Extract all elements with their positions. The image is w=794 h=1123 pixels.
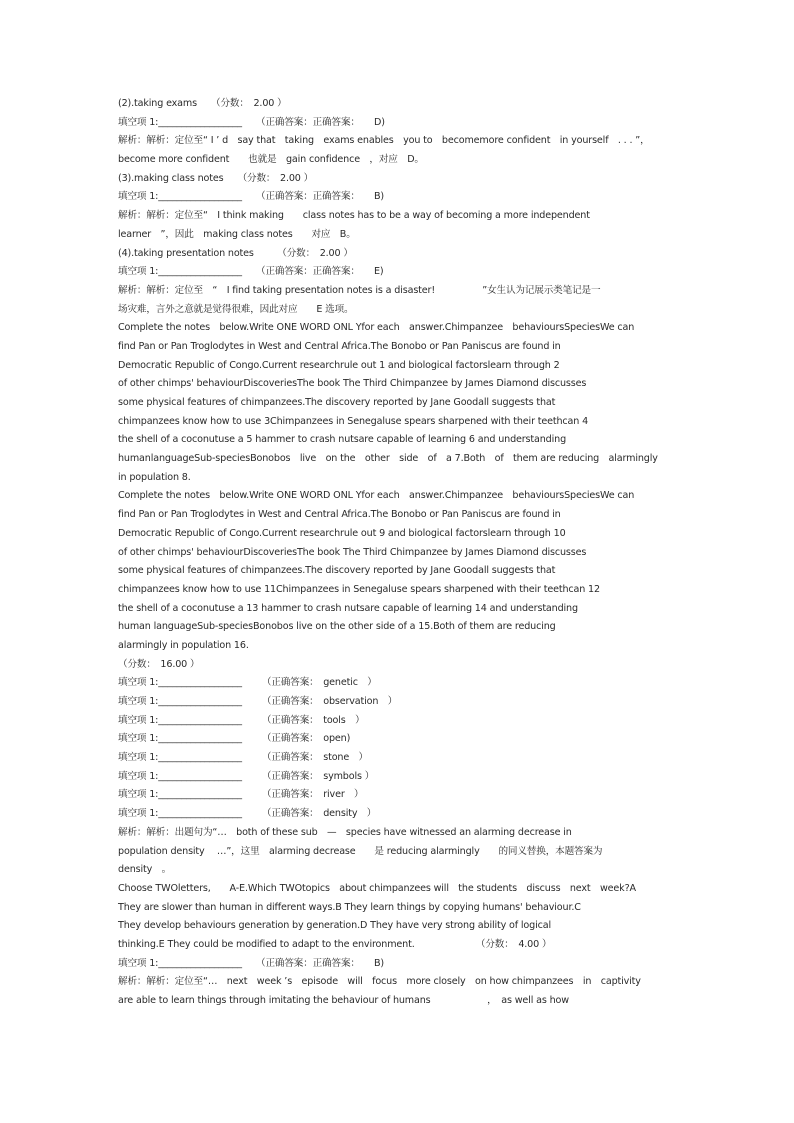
explanation-line: population density …”，这里 alarming decrease 是 reducing alarmingly 的同义替换，本题答案为: [118, 845, 603, 857]
text-line: Democratic Republic of Congo.Current researchrule out 9 and biological factorslearn through 10: [118, 527, 566, 539]
text-line: (2).taking exams （分数： 2.00 ）: [118, 98, 287, 109]
text-line: the shell of a coconutuse a 13 hammer to crash nutsare capable of learning 14 and understanding: [118, 602, 578, 614]
blank-field[interactable]: 填空项 1:__________________: [118, 770, 242, 782]
answer-row: [118, 768, 688, 787]
answer-row: [118, 693, 688, 712]
answer-line: 填空项 1:__________________ （正确答案：正确答案： B): [118, 957, 384, 969]
blank-field[interactable]: 填空项 1:__________________: [118, 714, 242, 726]
correct-answer: （正确答案： tools ）: [261, 714, 365, 726]
text-line: of other chimps' behaviourDiscoveriesThe book The Third Chimpanzee by James Diamond discusses: [118, 378, 587, 390]
blank-field[interactable]: 填空项 1:__________________: [118, 808, 242, 820]
text-line: chimpanzees know how to use 11Chimpanzees in Senegaluse spears sharpened with their teethcan 12: [118, 583, 600, 595]
correct-answer: （正确答案： density ）: [261, 808, 377, 820]
question-line: thinking.E They could be modified to adapt to the environment. （分数： 4.00 ）: [118, 938, 552, 950]
text-line: Complete the notes below.Write ONE WORD ONL Yfor each answer.Chimpanzee behavioursSpeciesWe can: [118, 322, 635, 334]
question-line: (4).taking presentation notes （分数： 2.00 ）: [118, 247, 353, 259]
explanation-line: learner ”，因此 making class notes 对应 B。: [118, 228, 356, 240]
correct-answer: （正确答案： stone ）: [261, 752, 368, 764]
correct-answer: （正确答案： open): [261, 733, 351, 745]
explanation-line: 解析：解析：定位至 “ I find taking presentation notes is a disaster! ”女生认为记展示类笔记是一: [118, 284, 601, 296]
text-line: in population 8.: [118, 471, 191, 483]
notes-block-2: [118, 487, 688, 674]
answer-list: [118, 674, 688, 824]
answer-line: 填空项 1:__________________ （正确答案：正确答案： E): [118, 266, 384, 278]
answer-row: [118, 749, 688, 768]
answer-row: [118, 712, 688, 731]
document-page: [118, 95, 688, 1011]
question-line: They develop behaviours generation by generation.D They have very strong ability of logical: [118, 920, 551, 932]
blank-field[interactable]: 填空项 1:__________________: [118, 677, 242, 689]
text-line: Complete the notes below.Write ONE WORD ONL Yfor each answer.Chimpanzee behavioursSpeciesWe can: [118, 490, 635, 502]
intro-block: [118, 95, 688, 319]
answer-row: [118, 786, 688, 805]
blank-field[interactable]: 填空项 1:__________________: [118, 752, 242, 764]
explanation-line: 场灾难，言外之意就是觉得很难，因此对应 E 选项。: [118, 303, 354, 315]
explanation-line: are able to learn things through imitating the behaviour of humans ， as well as how: [118, 995, 569, 1006]
explanation-line: 解析：解析：定位至“… next week ’s episode will focus more closely on how chimpanzees in captivity: [118, 976, 641, 988]
answer-row: [118, 805, 688, 824]
explanation-line: 解析：解析：定位至“ I ’ d say that taking exams enables you to becomemore confident in yourself . . . ”，: [118, 135, 650, 147]
answer-line: 填空项 1:__________________ （正确答案：正确答案： B): [118, 191, 384, 203]
text-line: some physical features of chimpanzees.The discovery reported by Jane Goodall suggests that: [118, 397, 556, 408]
answer-row: [118, 674, 688, 693]
text-line: the shell of a coconutuse a 5 hammer to crash nutsare capable of learning 6 and understanding: [118, 434, 567, 446]
question-line: They are slower than human in different ways.B They learn things by copying humans' behaviour.C: [118, 901, 581, 913]
correct-answer: （正确答案： river ）: [261, 789, 364, 801]
score-line: （分数： 16.00 ）: [118, 658, 200, 670]
text-line: find Pan or Pan Troglodytes in West and Central Africa.The Bonobo or Pan Paniscus are found in: [118, 340, 561, 352]
explanation-line: density 。: [118, 864, 172, 876]
text-line: human languageSub-speciesBonobos live on the other side of a 15.Both of them are reducing: [118, 621, 556, 633]
correct-answer: （正确答案： genetic ）: [261, 677, 377, 689]
answer-row: [118, 730, 688, 749]
question-line: (3).making class notes （分数： 2.00 ）: [118, 172, 314, 184]
text-line: of other chimps' behaviourDiscoveriesThe book The Third Chimpanzee by James Diamond discusses: [118, 546, 587, 558]
correct-answer: （正确答案： symbols ）: [261, 770, 375, 782]
explanation-line: become more confident 也就是 gain confidence ，对应 D。: [118, 154, 424, 166]
text-line: alarmingly in population 16.: [118, 639, 249, 651]
explanation-line: 解析：解析：出题句为“… both of these sub — species have witnessed an alarming decrease in: [118, 826, 572, 838]
blank-field[interactable]: 填空项 1:__________________: [118, 789, 242, 801]
text-line: some physical features of chimpanzees.The discovery reported by Jane Goodall suggests that: [118, 565, 556, 577]
text-line: humanlanguageSub-speciesBonobos live on the other side of a 7.Both of them are reducing alarmingly: [118, 453, 658, 465]
question-line: Choose TWOletters, A-E.Which TWOtopics about chimpanzees will the students discuss next week?A: [118, 882, 636, 894]
text-line: Democratic Republic of Congo.Current researchrule out 1 and biological factorslearn through 2: [118, 359, 560, 371]
blank-field[interactable]: 填空项 1:__________________: [118, 696, 242, 707]
tail-block: [118, 824, 688, 1011]
text-line: find Pan or Pan Troglodytes in West and Central Africa.The Bonobo or Pan Paniscus are found in: [118, 509, 561, 521]
text-line: chimpanzees know how to use 3Chimpanzees in Senegaluse spears sharpened with their teethcan 4: [118, 415, 589, 427]
notes-block-1: [118, 319, 688, 487]
answer-line: 填空项 1:__________________ （正确答案：正确答案： D): [118, 116, 385, 128]
correct-answer: （正确答案： observation ）: [261, 696, 398, 707]
blank-field[interactable]: 填空项 1:__________________: [118, 733, 242, 745]
explanation-line: 解析：解析：定位至“ I think making class notes has to be a way of becoming a more independent: [118, 210, 590, 222]
